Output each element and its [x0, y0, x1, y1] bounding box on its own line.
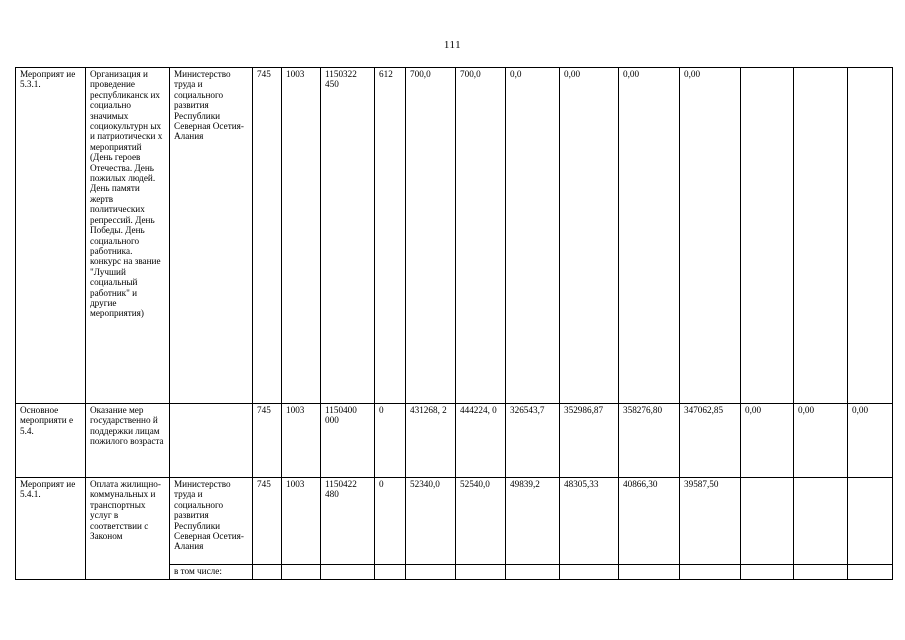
- rzpr-code: 1003: [282, 478, 321, 565]
- vr-code: 0: [375, 478, 406, 565]
- empty-cell: [619, 565, 680, 580]
- empty-cell: [741, 565, 794, 580]
- measure-code: Мероприят ие 5.4.1.: [16, 478, 86, 580]
- measure-name: Оказание мер государственно й поддержки лицам пожилого возраста: [86, 404, 170, 478]
- value-cell: [741, 68, 794, 404]
- grbs-code: 745: [253, 478, 282, 565]
- value-cell: 39587,50: [680, 478, 741, 565]
- rzpr-code: 1003: [282, 68, 321, 404]
- value-cell: 0,00: [619, 68, 680, 404]
- measure-code: Мероприят ие 5.3.1.: [16, 68, 86, 404]
- table-row: [16, 68, 893, 404]
- executor: [170, 404, 253, 478]
- empty-cell: [375, 565, 406, 580]
- value-cell: 444224, 0: [456, 404, 506, 478]
- value-cell: 48305,33: [560, 478, 619, 565]
- csr-code: 1150422 480: [321, 478, 375, 565]
- empty-cell: [560, 565, 619, 580]
- value-cell: 431268, 2: [406, 404, 456, 478]
- value-cell: 0,0: [506, 68, 560, 404]
- executor: Министерство труда и социального развития Республики Северная Осетия-Алания: [170, 68, 253, 404]
- rzpr-code: 1003: [282, 404, 321, 478]
- value-cell: [848, 478, 893, 565]
- value-cell: 700,0: [406, 68, 456, 404]
- value-cell: [794, 68, 848, 404]
- vr-code: 0: [375, 404, 406, 478]
- page-number: 111: [443, 39, 462, 51]
- measure-name: Оплата жилищно-коммунальных и транспортных услуг в соответствии с Законом: [86, 478, 170, 580]
- value-cell: 40866,30: [619, 478, 680, 565]
- empty-cell: [253, 565, 282, 580]
- value-cell: 0,00: [794, 404, 848, 478]
- empty-cell: [848, 565, 893, 580]
- value-cell: 326543,7: [506, 404, 560, 478]
- value-cell: [794, 478, 848, 565]
- value-cell: 52340,0: [406, 478, 456, 565]
- value-cell: 52540,0: [456, 478, 506, 565]
- value-cell: [848, 68, 893, 404]
- measure-code: Основное мероприяти е 5.4.: [16, 404, 86, 478]
- measure-name: Организация и проведение республиканск их социально значимых социокультурн ых и патриотически х мероприятий (День героев Отечества. День пожилых людей. День памяти жертв политических репрессий. День Победы. День социального работника. конкурс на звание "Лучший социальный работник" и другие мероприятия): [86, 68, 170, 404]
- value-cell: 352986,87: [560, 404, 619, 478]
- empty-cell: [456, 565, 506, 580]
- executor-subheading: в том числе:: [170, 565, 253, 580]
- value-cell: 0,00: [680, 68, 741, 404]
- grbs-code: 745: [253, 68, 282, 404]
- empty-cell: [282, 565, 321, 580]
- empty-cell: [406, 565, 456, 580]
- csr-code: 1150322 450: [321, 68, 375, 404]
- value-cell: 358276,80: [619, 404, 680, 478]
- empty-cell: [321, 565, 375, 580]
- vr-code: 612: [375, 68, 406, 404]
- table-row: [16, 478, 893, 565]
- csr-code: 1150400 000: [321, 404, 375, 478]
- value-cell: [741, 478, 794, 565]
- budget-table: [15, 67, 893, 580]
- value-cell: 0,00: [848, 404, 893, 478]
- empty-cell: [680, 565, 741, 580]
- table-row: [16, 404, 893, 478]
- value-cell: 347062,85: [680, 404, 741, 478]
- value-cell: 700,0: [456, 68, 506, 404]
- empty-cell: [506, 565, 560, 580]
- value-cell: 0,00: [560, 68, 619, 404]
- value-cell: 0,00: [741, 404, 794, 478]
- empty-cell: [794, 565, 848, 580]
- value-cell: 49839,2: [506, 478, 560, 565]
- grbs-code: 745: [253, 404, 282, 478]
- executor: Министерство труда и социального развития Республики Северная Осетия-Алания: [170, 478, 253, 565]
